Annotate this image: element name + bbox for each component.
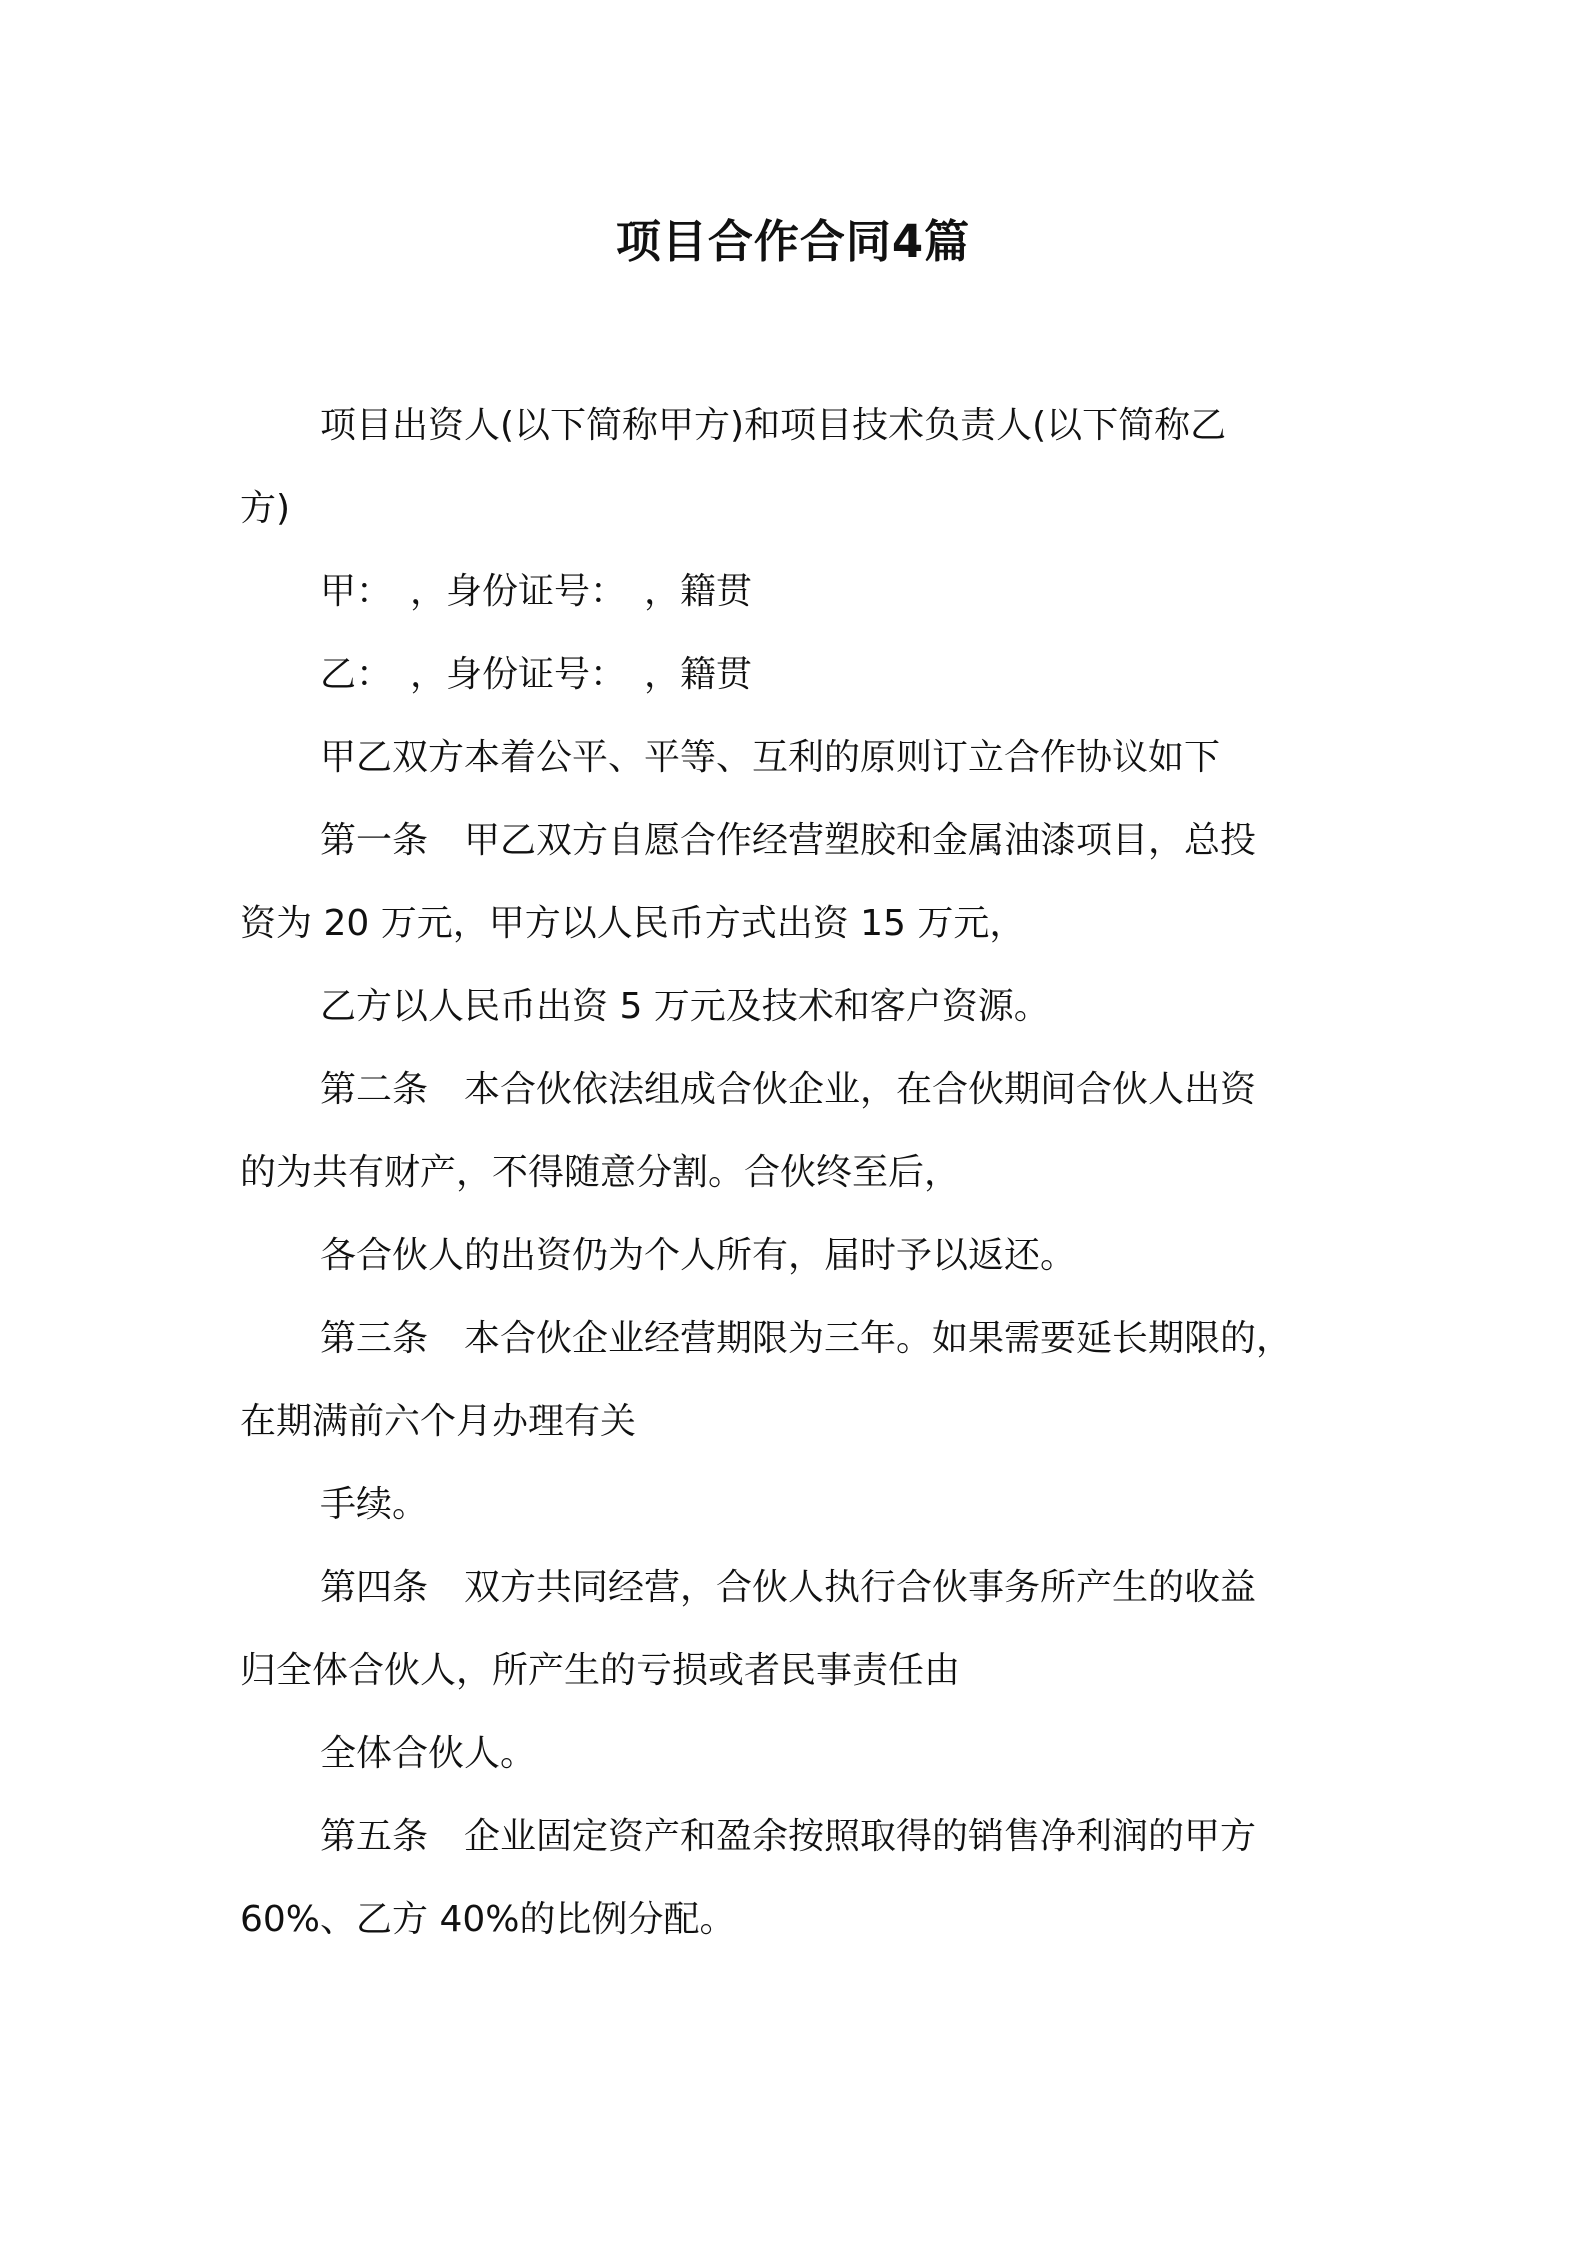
paragraph-line: 第一条 甲乙双方自愿合作经营塑胶和金属油漆项目，总投 [320, 820, 1257, 861]
paragraph-line: 在期满前六个月办理有关 [240, 1401, 637, 1442]
paragraph-line: 项目出资人(以下简称甲方)和项目技术负责人(以下简称乙 [320, 405, 1227, 446]
paragraph-line: 资为 20 万元，甲方以人民币方式出资 15 万元， [240, 903, 1026, 944]
paragraph-line: 乙： ，身份证号： ，籍贯 [320, 654, 753, 695]
paragraph-line: 全体合伙人。 [320, 1733, 537, 1774]
paragraph-line: 的为共有财产，不得随意分割。合伙终至后， [240, 1152, 961, 1193]
paragraph-line: 甲： ，身份证号： ，籍贯 [320, 571, 753, 612]
paragraph-line: 甲乙双方本着公平、平等、互利的原则订立合作协议如下 [320, 737, 1221, 778]
document-title: 项目合作合同4篇 [615, 215, 971, 268]
paragraph-line: 归全体合伙人，所产生的亏损或者民事责任由 [240, 1650, 961, 1691]
paragraph-line: 60%、乙方 40%的比例分配。 [240, 1899, 736, 1940]
paragraph-line: 第三条 本合伙企业经营期限为三年。如果需要延长期限的， [320, 1318, 1293, 1359]
paragraph-line: 手续。 [320, 1484, 429, 1525]
paragraph-line: 第五条 企业固定资产和盈余按照取得的销售净利润的甲方 [320, 1816, 1257, 1857]
paragraph-line: 第四条 双方共同经营，合伙人执行合伙事务所产生的收益 [320, 1567, 1257, 1608]
paragraph-line: 第二条 本合伙依法组成合伙企业，在合伙期间合伙人出资 [320, 1069, 1257, 1110]
paragraph-line: 乙方以人民币出资 5 万元及技术和客户资源。 [320, 986, 1050, 1027]
paragraph-line: 各合伙人的出资仍为个人所有，届时予以返还。 [320, 1235, 1077, 1276]
paragraph-line: 方) [240, 488, 291, 529]
